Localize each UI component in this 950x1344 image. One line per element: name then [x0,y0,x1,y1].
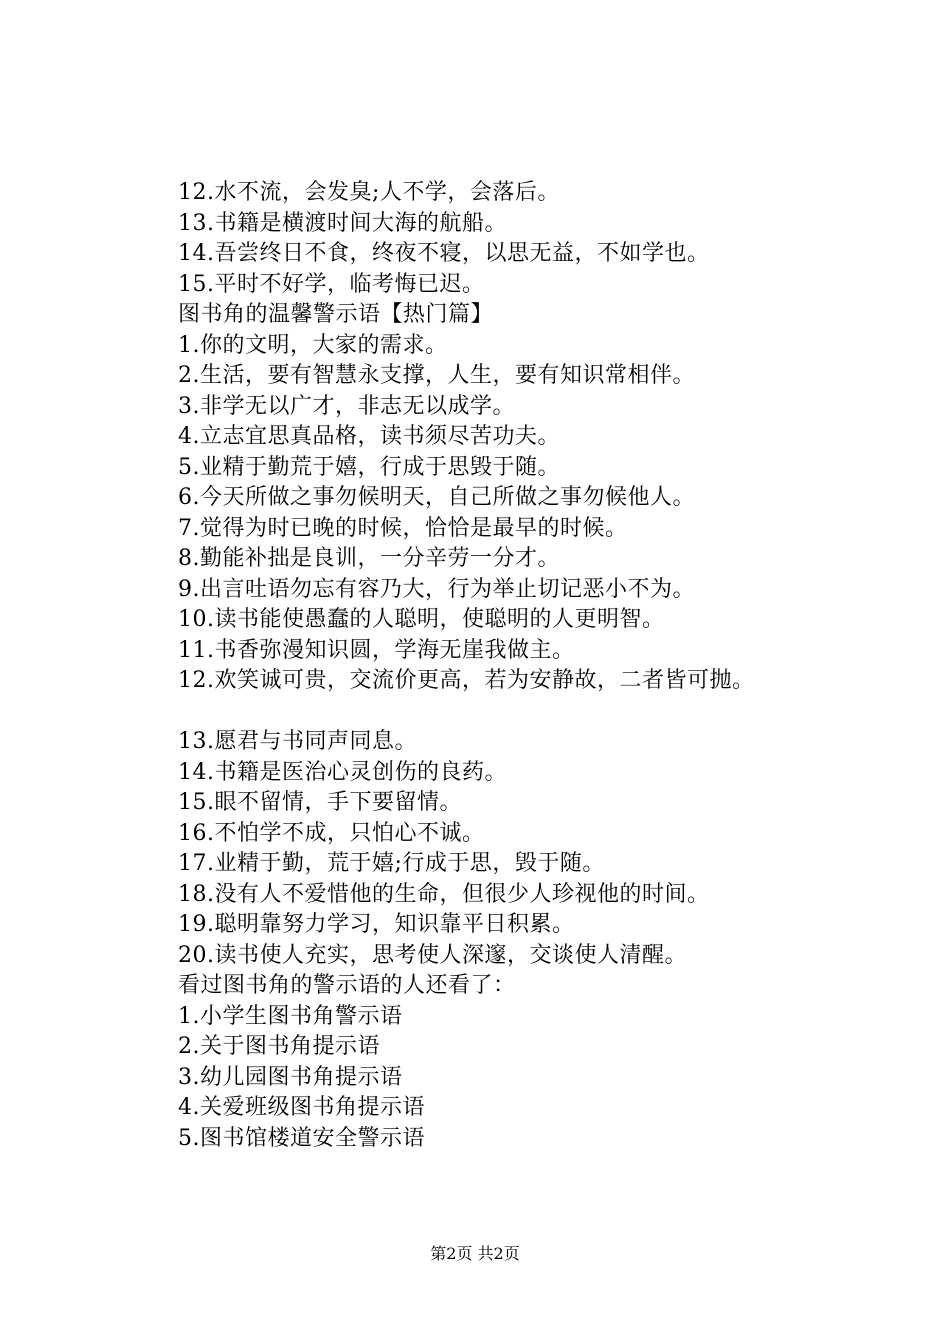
text-line: 2.生活，要有智慧永支撑，人生，要有知识常相伴。 [178,363,695,388]
text-line: 8.勤能补拙是良训，一分辛劳一分才。 [178,546,560,571]
related-link: 5.图书馆楼道安全警示语 [178,1125,425,1151]
text-line: 18.没有人不爱惜他的生命，但很少人珍视他的时间。 [178,881,710,907]
text-line: 10.读书能使愚蠢的人聪明，使聪明的人更明智。 [178,607,665,632]
text-line: 7.觉得为时已晚的时候，恰恰是最早的时候。 [178,515,628,541]
text-line: 12.欢笑诚可贵，交流价更高，若为安静故，二者皆可抛。 [178,668,755,693]
document-body [178,178,878,1154]
text-line: 13.书籍是横渡时间大海的航船。 [178,210,507,236]
text-line: 11.书香弥漫知识圆，学海无崖我做主。 [178,637,575,663]
related-link: 2.关于图书角提示语 [178,1034,380,1059]
related-link: 1.小学生图书角警示语 [178,1003,403,1029]
related-link: 3.幼儿园图书角提示语 [178,1064,403,1090]
page-number-footer: 第2页 共2页 [430,1244,520,1263]
section-heading: 看过图书角的警示语的人还看了： [178,973,516,998]
text-line: 6.今天所做之事勿候明天，自己所做之事勿候他人。 [178,485,695,510]
text-line: 5.业精于勤荒于嬉，行成于思毁于随。 [178,454,560,480]
text-line: 1.你的文明，大家的需求。 [178,332,448,358]
related-link: 4.关爱班级图书角提示语 [178,1095,425,1120]
text-line: 14.吾尝终日不食，终夜不寝，以思无益，不如学也。 [178,241,710,266]
text-line: 12.水不流，会发臭;人不学，会落后。 [178,180,560,205]
text-line: 13.愿君与书同声同息。 [178,729,417,754]
text-line: 4.立志宜思真品格，读书须尽苦功夫。 [178,424,560,449]
section-heading: 图书角的温馨警示语【热门篇】 [178,302,494,327]
text-line: 19.聪明靠努力学习，知识靠平日积累。 [178,912,575,937]
text-line: 14.书籍是医治心灵创伤的良药。 [178,759,507,785]
text-line: 3.非学无以广才，非志无以成学。 [178,393,515,419]
text-line: 20.读书使人充实，思考使人深邃，交谈使人清醒。 [178,942,687,968]
blank-line [178,697,878,728]
text-line: 9.出言吐语勿忘有容乃大，行为举止切记恶小不为。 [178,576,695,602]
text-line: 17.业精于勤，荒于嬉;行成于思，毁于随。 [178,851,605,876]
text-line: 16.不怕学不成，只怕心不诚。 [178,820,485,846]
text-line: 15.眼不留情，手下要留情。 [178,790,462,815]
text-line: 15.平时不好学，临考悔已迟。 [178,271,485,297]
